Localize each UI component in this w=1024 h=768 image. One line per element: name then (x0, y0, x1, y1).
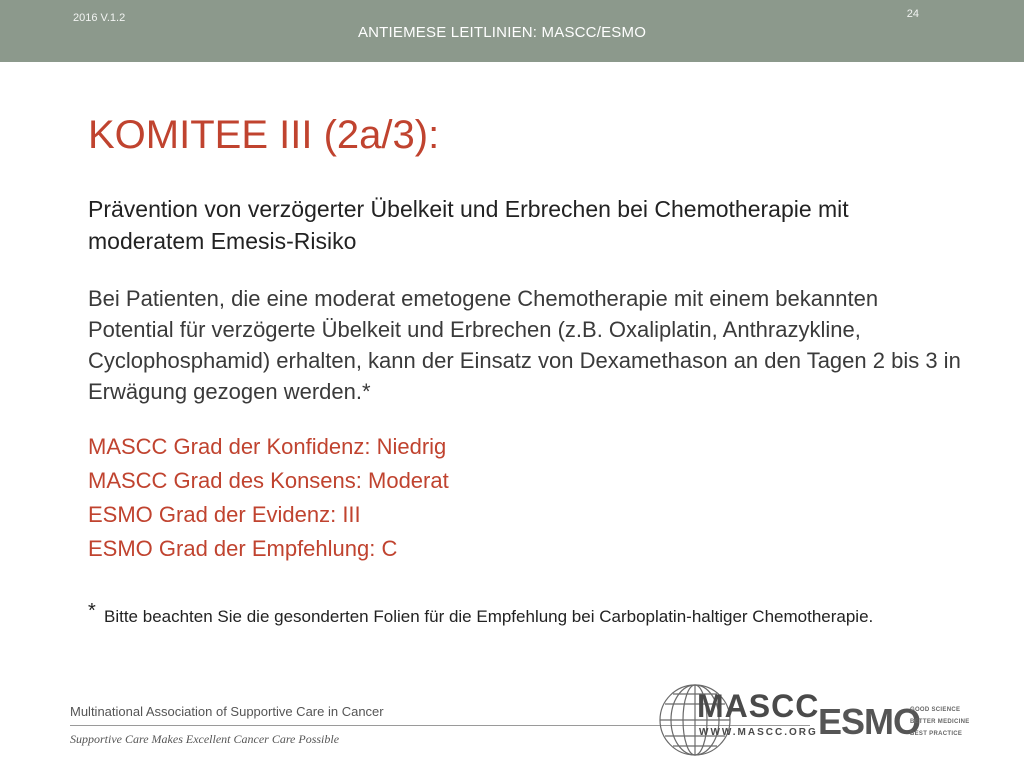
mascc-logo-text: MASCC (697, 688, 820, 724)
grade-mascc-confidence: MASCC Grad der Konfidenz: Niedrig (88, 434, 447, 459)
grade-mascc-consensus: MASCC Grad des Konsens: Moderat (88, 468, 449, 493)
footer-organization: Multinational Association of Supportive Care in Cancer (70, 704, 384, 719)
mascc-url: WWW.MASCC.ORG (699, 727, 818, 738)
footnote-marker: * (88, 600, 96, 622)
esmo-tagline-line: BETTER MEDICINE (910, 719, 970, 725)
grade-list (88, 430, 449, 566)
slide-number: 24 (906, 8, 919, 20)
header-title: ANTIEMESE LEITLINIEN: MASCC/ESMO (357, 24, 647, 41)
mascc-logo (655, 680, 820, 760)
esmo-tagline-line: GOOD SCIENCE (910, 707, 961, 713)
header-bar (0, 0, 1024, 62)
slide-title: KOMITEE III (2a/3): (88, 113, 440, 157)
grade-esmo-recommendation: ESMO Grad der Empfehlung: C (88, 536, 398, 561)
slide-subtitle: Prävention von verzögerter Übelkeit und Erbrechen bei Chemotherapie mit moderatem Emesis-Risiko (88, 196, 849, 254)
recommendation-text: Bei Patienten, die eine moderat emetogene Chemotherapie mit einem bekannten Potential für verzögerte Übelkeit und Erbrechen (z.B. Oxaliplatin, Anthrazykline, Cyclophosphamid) erhalten, kann der Einsatz von Dexamethason an den Tagen 2 bis 3 in Erwägung gezogen werden.* (88, 286, 961, 404)
grade-esmo-evidence: ESMO Grad der Evidenz: III (88, 502, 361, 527)
esmo-tagline (910, 704, 990, 740)
footnote-text: Bitte beachten Sie die gesonderten Folien für die Empfehlung bei Carboplatin-haltiger Chemotherapie. (104, 607, 874, 626)
footer-tagline: Supportive Care Makes Excellent Cancer Care Possible (70, 732, 340, 746)
esmo-tagline-line: BEST PRACTICE (910, 731, 963, 737)
version-label: 2016 V.1.2 (73, 12, 126, 24)
esmo-logo: ESMO (818, 701, 921, 742)
